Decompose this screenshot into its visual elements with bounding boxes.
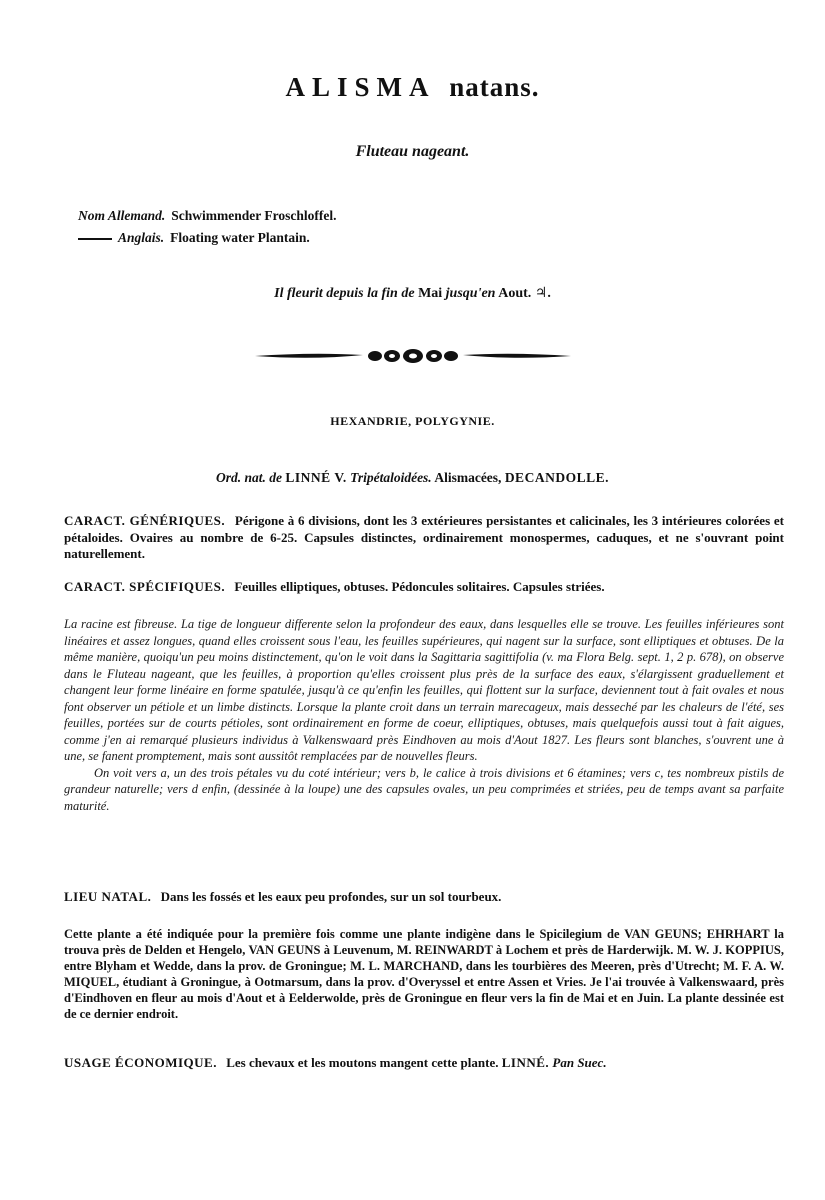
order-prefix: Ord. nat. de: [216, 470, 283, 485]
specific-text: Feuilles elliptiques, obtuses. Pédoncules solitaires. Capsules striées.: [234, 579, 605, 594]
flowering-middle: jusqu'en: [445, 286, 496, 301]
flowering-month-start: Mai: [418, 286, 443, 301]
usage-citation-author: LINNÉ.: [501, 1055, 550, 1070]
habitat-text: Dans les fossés et les eaux peu profondes, sur un sol tourbeux.: [160, 889, 502, 904]
generic-text: Périgone à 6 divisions, dont les 3 extérieures persistantes et calicinales, les 3 intérieures colorées et pétaloides. Ovaires au nombre de 6-25. Capsules distinctes, ordinairement monospermes, caduques, et ne s'ouvrant point naturellement.: [64, 513, 784, 561]
order-group: Tripétaloidées.: [350, 470, 432, 485]
order-author: LINNÉ V.: [285, 470, 347, 485]
english-label: Anglais.: [118, 230, 165, 245]
natural-order: [0, 470, 825, 486]
usage-text: Les chevaux et les moutons mangent cette plante.: [226, 1055, 499, 1070]
order-family: Alismacées,: [434, 470, 502, 485]
order-family-author: DECANDOLLE.: [504, 470, 609, 485]
distribution-history: Cette plante a été indiquée pour la première fois comme une plante indigène dans le Spicilegium de VAN GEUNS; EHRHART la trouva près de Delden et Hengelo, VAN GEUNS à Leuvenum, M. REINWARDT à Lochem et près de Harderwijk. M. W. J. KOPPIUS, entre Blyham et Wedde, dans la prov. de Groningue; M. L. MARCHAND, dans les tourbières des Meeren, près d'Utrecht; M. F. A. W. MIQUEL, étudiant à Groningue, à Ootmarsum, dans la prov. d'Overyssel et entre Assen et Vries. Je l'ai trouvée à Valkenswaard, près d'Eindhoven en fleur au mois d'Aout et à Eelderwolde, près de Groningue en fleur vers la fin de Mai et en Juin. La plante dessinée est de ce dernier endroit.: [64, 927, 784, 1021]
habitat: [64, 889, 784, 906]
specific-characters: [64, 579, 784, 596]
specific-heading: CARACT. SPÉCIFIQUES.: [64, 579, 226, 594]
usage-citation-work: Pan Suec.: [552, 1055, 607, 1070]
figure-explanation: On voit vers a, un des trois pétales vu du coté intérieur; vers b, le calice à trois divisions et 6 étamines; vers c, tes nombreux pistils de grandeur naturelle; vers d enfin, (dessinée à la loupe) une des capsules ovales, un peu comprimées et striées, peu de temps avant sa parfaite maturité.: [64, 765, 784, 813]
habitat-heading: LIEU NATAL.: [64, 889, 152, 904]
species-name: natans.: [449, 72, 540, 102]
description: [64, 616, 784, 814]
description-paragraph: La racine est fibreuse. La tige de longueur differente selon la profondeur des eaux, dans lesquelles elle se trouve. Les feuilles inférieures sont linéaires et assez longues, quand elles croissent sous l'eau, les feuilles supérieures, qui nagent sur la surface, sont elliptiques et obtuses. De la même manière, quoiqu'un peu moins distinctement, qu'on le voit dans la Sagittaria sagittifolia (v. ma Flora Belg. sept. 1, 2 p. 678), on observe dans le Fluteau nageant, que les feuilles, à proportion qu'elles croissent plus près de la surface des eaux, s'élargissent graduellement et changent leur forme linéaire en forme spatulée, jusqu'à ce qu'enfin les feuilles, qui flottent sur la surface, deviennent tout à fait ovales et nous font observer un pétiole et un limbe distincts. Lorsque la plante croit dans un terrain marecageux, mais desseché par les chaleurs de l'été, ses feuilles, portées sur de courts pétioles, sont ordinairement en forme de coeur, elliptiques, obtuses, mais quelquefois aussi tout à fait aigues, comme j'en ai remarqué plusieurs individus à Valkenswaard près Eindhoven au mois d'Aout 1827. Les fleurs sont blanches, s'ouvrent une à une, se fanent promptement, mais sont aussitôt remplacées par de nouvelles fleurs.: [64, 617, 784, 763]
common-name: Fluteau nageant.: [355, 143, 470, 160]
flowering-prefix: Il fleurit depuis la fin de: [274, 286, 415, 301]
flowering-period: [0, 285, 825, 302]
linnaean-class: HEXANDRIE, POLYGYNIE.: [330, 414, 495, 428]
page-title: [0, 72, 825, 103]
ornament-divider: [253, 342, 573, 370]
economic-use: [64, 1055, 784, 1072]
ditto-dash: [78, 238, 112, 240]
english-name-line: [78, 227, 337, 249]
vernacular-names: [78, 205, 337, 249]
genus-name: ALISMA: [285, 72, 436, 102]
flowering-month-end: Aout.: [498, 286, 532, 301]
perennial-symbol: ♃.: [534, 286, 551, 301]
generic-characters: [64, 513, 784, 563]
english-name: Floating water Plantain.: [170, 230, 310, 245]
german-name: Schwimmender Froschloffel.: [171, 208, 337, 223]
generic-heading: CARACT. GÉNÉRIQUES.: [64, 513, 226, 528]
german-label: Nom Allemand.: [78, 208, 166, 223]
usage-heading: USAGE ÉCONOMIQUE.: [64, 1055, 217, 1070]
german-name-line: [78, 205, 337, 227]
